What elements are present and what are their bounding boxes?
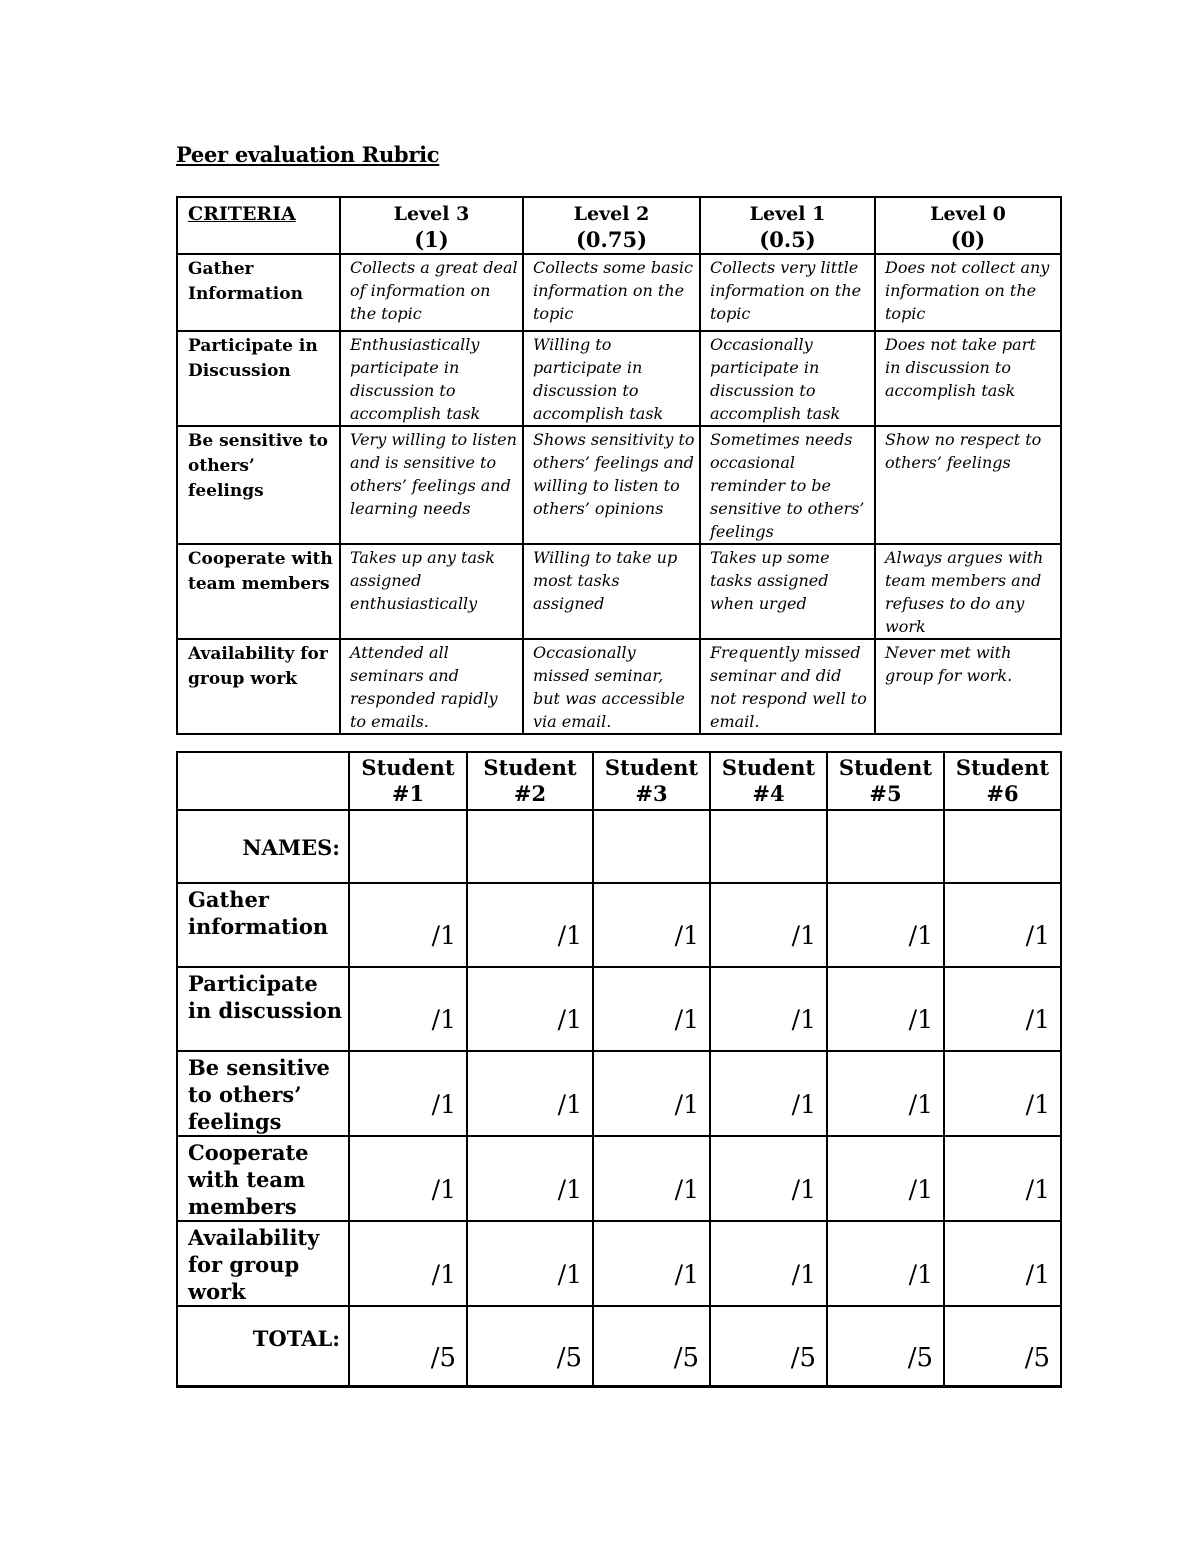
score-row xyxy=(177,883,1061,967)
score-cell[interactable]: /1 xyxy=(593,967,710,1051)
name-entry-cell[interactable] xyxy=(593,810,710,883)
score-cell[interactable]: /1 xyxy=(349,883,467,967)
score-cell[interactable]: /1 xyxy=(944,1221,1061,1306)
score-row-label: Participate in discussion xyxy=(177,967,349,1051)
name-entry-cell[interactable] xyxy=(827,810,944,883)
level-description: Takes up some tasks assigned when urged xyxy=(700,544,875,639)
name-entry-cell[interactable] xyxy=(467,810,593,883)
total-cell[interactable]: /5 xyxy=(944,1306,1061,1386)
score-cell[interactable]: /1 xyxy=(710,1221,827,1306)
score-cell[interactable]: /1 xyxy=(827,967,944,1051)
score-cell[interactable]: /1 xyxy=(467,967,593,1051)
level-description: Always argues with team members and refuses to do any work xyxy=(875,544,1061,639)
score-row-label: Cooperate with team members xyxy=(177,1136,349,1221)
level-description: Never met with group for work. xyxy=(875,639,1061,734)
score-cell[interactable]: /1 xyxy=(827,1051,944,1136)
level-score: (0.75) xyxy=(575,227,648,252)
score-cell[interactable]: /1 xyxy=(944,883,1061,967)
total-cell[interactable]: /5 xyxy=(467,1306,593,1386)
rubric-row xyxy=(177,639,1061,734)
criteria-header: CRITERIA xyxy=(177,197,340,254)
score-cell[interactable]: /1 xyxy=(710,967,827,1051)
level-description: Willing to take up most tasks assigned xyxy=(523,544,700,639)
score-cell[interactable]: /1 xyxy=(827,883,944,967)
score-cell[interactable]: /1 xyxy=(827,1136,944,1221)
level-score: (1) xyxy=(414,227,449,252)
student-header: Student #3 xyxy=(593,752,710,810)
level-description: Sometimes needs occasional reminder to be sensitive to others’ feelings xyxy=(700,426,875,544)
score-cell[interactable]: /1 xyxy=(349,1221,467,1306)
student-header: Student #2 xyxy=(467,752,593,810)
total-cell[interactable]: /5 xyxy=(827,1306,944,1386)
score-cell[interactable]: /1 xyxy=(593,883,710,967)
score-cell[interactable]: /1 xyxy=(467,883,593,967)
rubric-header-row xyxy=(177,197,1061,254)
level-description: Occasionally participate in discussion to accomplish task xyxy=(700,331,875,426)
page-title: Peer evaluation Rubric xyxy=(176,142,440,167)
total-label: TOTAL: xyxy=(177,1306,349,1386)
level-name: Level 3 xyxy=(393,203,470,225)
score-cell[interactable]: /1 xyxy=(710,883,827,967)
student-header: Student #1 xyxy=(349,752,467,810)
level-description: Collects some basic information on the topic xyxy=(523,254,700,331)
name-entry-cell[interactable] xyxy=(349,810,467,883)
level-score: (0.5) xyxy=(759,227,816,252)
level-description: Occasionally missed seminar, but was accessible via email. xyxy=(523,639,700,734)
level-description: Attended all seminars and responded rapidly to emails. xyxy=(340,639,523,734)
criterion-label: Availability for group work xyxy=(177,639,340,734)
student-header: Student #6 xyxy=(944,752,1061,810)
level-header xyxy=(700,197,875,254)
total-cell[interactable]: /5 xyxy=(349,1306,467,1386)
level-name: Level 2 xyxy=(573,203,650,225)
level-description: Shows sensitivity to others’ feelings and willing to listen to others’ opinions xyxy=(523,426,700,544)
score-row-label: Availability for group work xyxy=(177,1221,349,1306)
score-row-label: Be sensitive to others’ feelings xyxy=(177,1051,349,1136)
scores-table xyxy=(176,751,1062,1388)
rubric-row xyxy=(177,254,1061,331)
level-description: Enthusiastically participate in discussion to accomplish task xyxy=(340,331,523,426)
score-cell[interactable]: /1 xyxy=(944,1136,1061,1221)
total-cell[interactable]: /5 xyxy=(593,1306,710,1386)
student-header: Student #5 xyxy=(827,752,944,810)
score-cell[interactable]: /1 xyxy=(710,1136,827,1221)
level-description: Collects a great deal of information on the topic xyxy=(340,254,523,331)
rubric-row xyxy=(177,331,1061,426)
level-header xyxy=(340,197,523,254)
rubric-table xyxy=(176,196,1062,735)
name-entry-cell[interactable] xyxy=(710,810,827,883)
scores-header-row xyxy=(177,752,1061,810)
criterion-label: Cooperate with team members xyxy=(177,544,340,639)
total-cell[interactable]: /5 xyxy=(710,1306,827,1386)
score-cell[interactable]: /1 xyxy=(827,1221,944,1306)
score-cell[interactable]: /1 xyxy=(349,1051,467,1136)
level-description: Takes up any task assigned enthusiastically xyxy=(340,544,523,639)
level-description: Willing to participate in discussion to accomplish task xyxy=(523,331,700,426)
total-row xyxy=(177,1306,1061,1386)
level-name: Level 1 xyxy=(749,203,826,225)
score-cell[interactable]: /1 xyxy=(467,1221,593,1306)
rubric-row xyxy=(177,544,1061,639)
level-description: Show no respect to others’ feelings xyxy=(875,426,1061,544)
score-cell[interactable]: /1 xyxy=(944,967,1061,1051)
criterion-label: Gather Information xyxy=(177,254,340,331)
score-cell[interactable]: /1 xyxy=(349,967,467,1051)
score-row xyxy=(177,967,1061,1051)
student-header: Student #4 xyxy=(710,752,827,810)
score-cell[interactable]: /1 xyxy=(467,1051,593,1136)
level-name: Level 0 xyxy=(930,203,1006,225)
score-cell[interactable]: /1 xyxy=(593,1136,710,1221)
score-cell[interactable]: /1 xyxy=(593,1051,710,1136)
name-entry-cell[interactable] xyxy=(944,810,1061,883)
score-row xyxy=(177,1051,1061,1136)
level-header xyxy=(875,197,1061,254)
names-label: NAMES: xyxy=(177,810,349,883)
score-row xyxy=(177,1136,1061,1221)
rubric-row xyxy=(177,426,1061,544)
score-cell[interactable]: /1 xyxy=(944,1051,1061,1136)
score-cell[interactable]: /1 xyxy=(349,1136,467,1221)
level-description: Does not take part in discussion to accomplish task xyxy=(875,331,1061,426)
level-description: Does not collect any information on the topic xyxy=(875,254,1061,331)
criterion-label: Be sensitive to others’ feelings xyxy=(177,426,340,544)
level-description: Very willing to listen and is sensitive to others’ feelings and learning needs xyxy=(340,426,523,544)
score-row xyxy=(177,1221,1061,1306)
level-description: Frequently missed seminar and did not respond well to email. xyxy=(700,639,875,734)
criterion-label: Participate in Discussion xyxy=(177,331,340,426)
score-row-label: Gather information xyxy=(177,883,349,967)
score-cell[interactable]: /1 xyxy=(593,1221,710,1306)
level-score: (0) xyxy=(950,227,986,252)
level-header xyxy=(523,197,700,254)
score-cell[interactable]: /1 xyxy=(467,1136,593,1221)
score-cell[interactable]: /1 xyxy=(710,1051,827,1136)
names-row xyxy=(177,810,1061,883)
corner-cell xyxy=(177,752,349,810)
level-description: Collects very little information on the topic xyxy=(700,254,875,331)
